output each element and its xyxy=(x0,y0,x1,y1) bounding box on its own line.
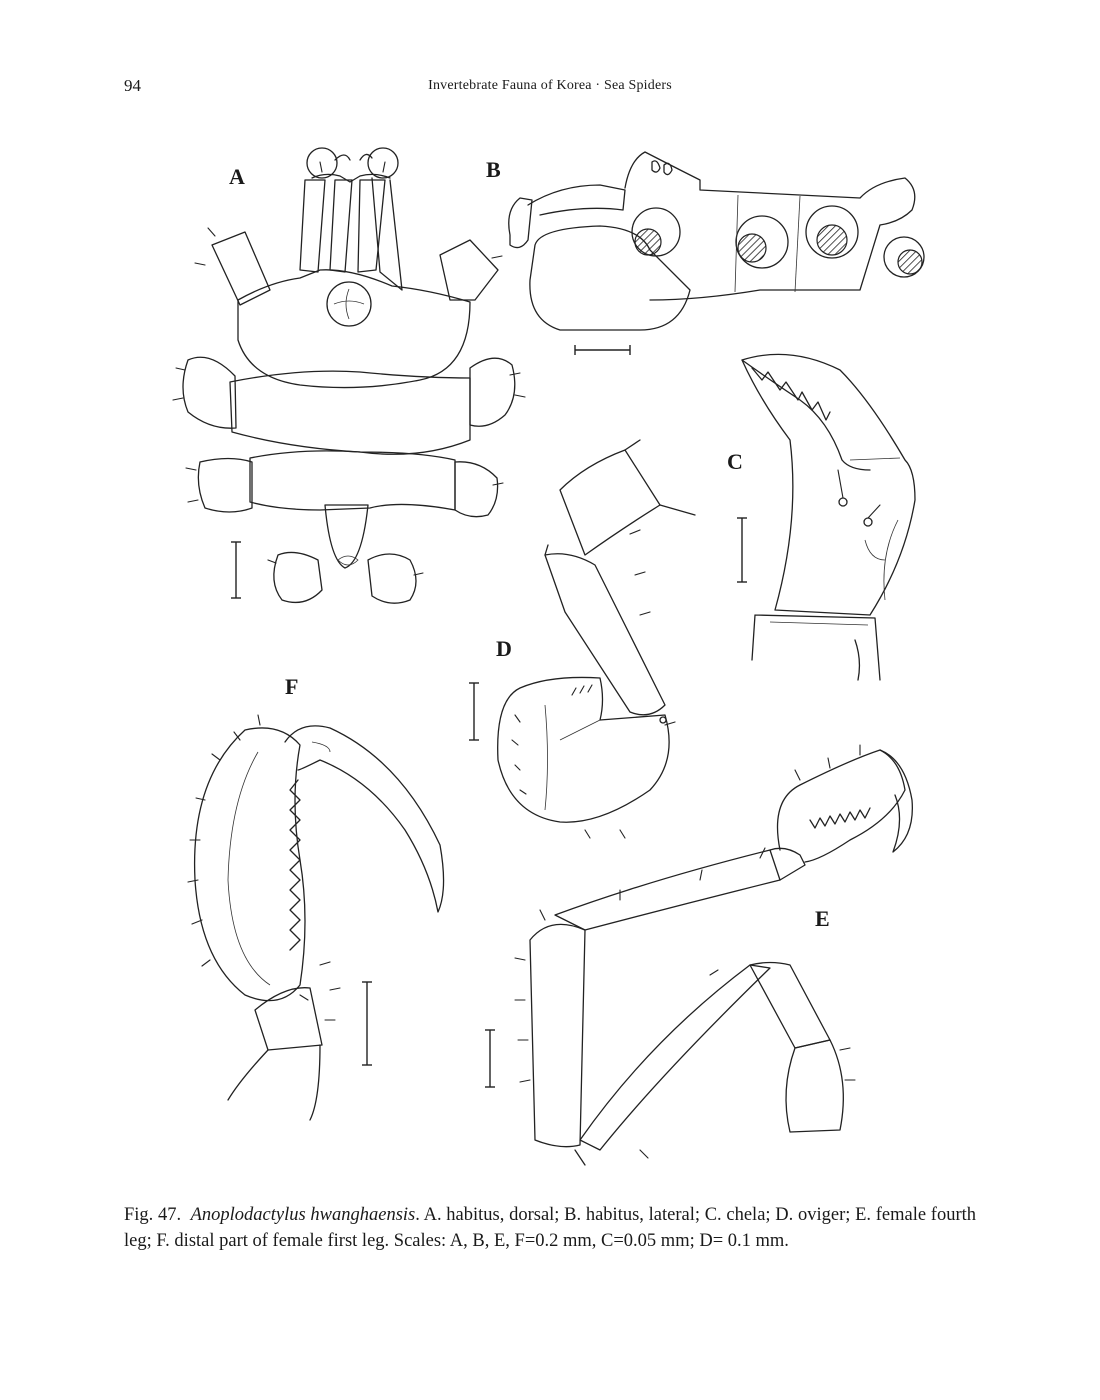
panel-c-drawing xyxy=(737,354,915,680)
panel-label-e: E xyxy=(815,906,830,931)
panel-label-f: F xyxy=(285,674,299,699)
caption-fig-number: Fig. 47. xyxy=(124,1205,182,1225)
caption-text: . A. habitus, dorsal; B. habitus, lateral; C. chela; D. oviger; E. female fourth leg; F. distal part of female first leg. Scales: A, B, E, F=0.2 mm, C=0.05 mm; D= 0.1 mm. xyxy=(124,1205,976,1251)
panel-label-b: B xyxy=(486,157,501,182)
panel-f-drawing xyxy=(188,715,444,1120)
panel-label-c: C xyxy=(727,449,743,474)
page-number: 94 xyxy=(124,76,141,95)
panel-label-d: D xyxy=(496,636,512,661)
caption-species: Anoplodactylus hwanghaensis xyxy=(190,1205,416,1225)
panel-b-drawing xyxy=(509,152,924,355)
figure-caption xyxy=(124,1202,976,1254)
panel-e-drawing xyxy=(485,745,912,1165)
panel-a-drawing xyxy=(173,148,525,603)
running-title: Invertebrate Fauna of Korea · Sea Spiders xyxy=(428,78,672,93)
panel-label-a: A xyxy=(229,164,245,189)
